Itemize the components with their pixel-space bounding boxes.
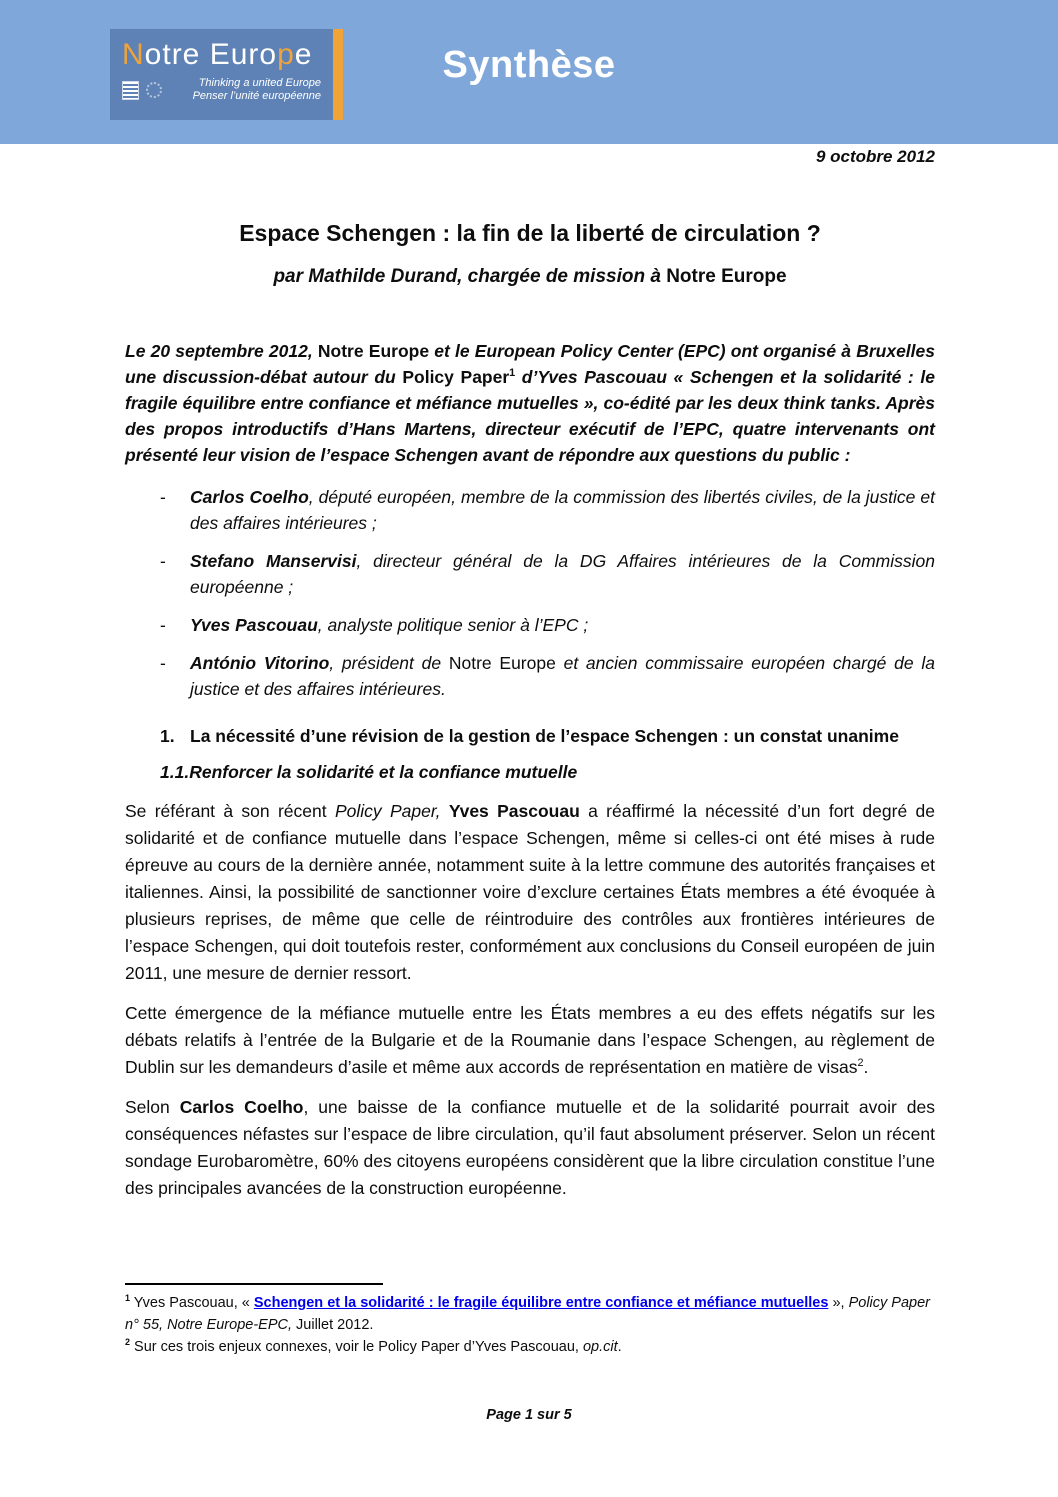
paragraph-text: Selon [125,1097,180,1117]
speaker-role: , directeur général de la DG Affaires intérieures de la Commission européenne ; [190,551,935,597]
speaker-name: António Vitorino [190,653,330,673]
subsection-heading-1-1 [160,760,935,784]
logo-text-end: e [294,38,313,71]
intro-paragraph [125,338,935,468]
footnote-2 [125,1336,935,1358]
document-type-title: Synthèse [442,44,616,86]
dash-marker: - [160,487,166,507]
paragraph-text: . [863,1057,869,1077]
document-body [125,218,935,1215]
footnote-publication: Policy Paper n° 55, Notre Europe-EPC, [125,1295,930,1333]
list-item-speaker [125,650,935,702]
intro-text: et le European Policy Center (EPC) ont organisé à Bruxelles une discussion-débat autour du [125,341,935,387]
footnote-text: Yves Pascouau, « [130,1295,254,1311]
intro-text: d’Yves Pascouau « Schengen et la solidarité : le fragile équilibre entre confiance et méfiance mutuelles », co-édité par les deux think tanks. Après des propos introductifs d’Hans Martens, directeur exécutif de l’EPC, quatre intervenants ont présenté leur vision de l’espace Schengen avant de répondre aux questions du public : [125,367,935,465]
footnote-text: . [617,1339,622,1355]
section-heading-text: La nécessité d’une révision de la gestion de l’espace Schengen : un constat unanime [190,726,899,746]
footnote-ref-2: 2 [857,1057,864,1070]
speaker-org: Notre Europe [448,653,556,673]
byline [125,265,935,289]
speaker-name-ref: Carlos Coelho [179,1097,304,1117]
footnotes-section [125,1283,935,1358]
tagline-english: Thinking a united Europe [198,77,321,89]
body-paragraph-2 [125,1000,935,1081]
footnote-separator [125,1283,383,1285]
speaker-role: , président de [329,653,449,673]
subsection-number: 1.1. [160,762,190,782]
intro-text: Le 20 septembre 2012, [125,341,318,361]
footnote-number: 2 [125,1337,130,1348]
byline-author: par Mathilde Durand, chargée de mission à [273,266,667,287]
footnote-number: 1 [125,1293,130,1304]
paragraph-text: a réaffirmé la nécessité d’un fort degré de solidarité et de confiance mutuelle dans l’espace Schengen, même si celles-ci ont été mises à rude épreuve au cours de la dernière année, notamment suite à la lettre commune des autorités françaises et italiennes. Ainsi, la possibilité de sanctionner voire d’exclure certaines États membres a été évoquée à plusieurs reprises, de même que celle de réintroduire des contrôles aux frontières intérieures de l’espace Schengen, qui doit toutefois rester, conformément aux conclusions du Conseil européen de juin 2011, une mesure de dernier ressort. [125,801,935,983]
intro-policy-paper: Policy Paper [402,367,510,387]
byline-org: Notre Europe [666,266,787,287]
policy-paper-ref: Policy Paper, [334,801,449,821]
speaker-role: , analyste politique senior à l’EPC ; [317,615,589,635]
speaker-name: Yves Pascouau [190,615,318,635]
list-item-speaker [125,612,935,638]
body-paragraph-1 [125,798,935,987]
footnote-1 [125,1292,935,1336]
dash-marker: - [160,653,166,673]
speaker-name-ref: Yves Pascouau [448,801,580,821]
speakers-list [125,484,935,702]
intro-org: Notre Europe [317,341,430,361]
footnote-text: », [828,1295,849,1311]
speaker-name: Stefano Manservisi [190,551,357,571]
dash-marker: - [160,615,166,635]
page-title: Espace Schengen : la fin de la liberté de circulation ? [239,220,821,246]
footnote-text: Sur ces trois enjeux connexes, voir le Policy Paper d’Yves Pascouau, [130,1339,583,1355]
list-item-speaker [125,484,935,536]
paragraph-text: Cette émergence de la méfiance mutuelle entre les États membres a eu des effets négatifs sur les débats relatifs à l’entrée de la Bulgarie et de la Roumanie dans l’espace Schengen, au règlement de Dublin sur les demandeurs d’asile et même aux accords de représentation en matière de visas [125,1003,935,1077]
logo-letter-p: p [277,38,295,71]
paragraph-text: Se référant à son récent [125,801,335,821]
section-heading-1 [125,724,935,748]
footnote-opcit: op.cit [582,1339,618,1355]
subsection-heading-text: Renforcer la solidarité et la confiance mutuelle [189,762,578,782]
paragraph-text: , une baisse de la confiance mutuelle et de la solidarité pourrait avoir des conséquences néfastes sur l’espace de libre circulation, qu’il faut absolument préserver. Selon un récent sondage Eurobaromètre, 60% des citoyens européens considèrent que la libre circulation constitue l’une des principales avancées de la construction européenne. [125,1097,935,1198]
footnote-text: Juillet 2012. [296,1317,374,1333]
list-item-speaker [125,548,935,600]
header-band [0,0,1058,144]
footnote-ref-1: 1 [509,367,516,380]
section-number: 1. [160,726,175,746]
speaker-role: , député européen, membre de la commission des libertés civiles, de la justice et des affaires intérieures ; [190,487,935,533]
logo-text: otre Euro [144,38,278,71]
tagline-french: Penser l’unité européenne [192,90,321,102]
page-number: Page 1 sur 5 [486,1407,572,1423]
speaker-role: et ancien commissaire européen chargé de la justice et des affaires intérieures. [190,653,935,699]
body-paragraph-3 [125,1094,935,1202]
speaker-name: Carlos Coelho [190,487,309,507]
logo-letter-n: N [122,38,145,71]
dash-marker: - [160,551,166,571]
footnote-hyperlink[interactable]: Schengen et la solidarité : le fragile équilibre entre confiance et méfiance mutuelles [253,1295,829,1311]
document-date: 9 octobre 2012 [815,147,935,166]
